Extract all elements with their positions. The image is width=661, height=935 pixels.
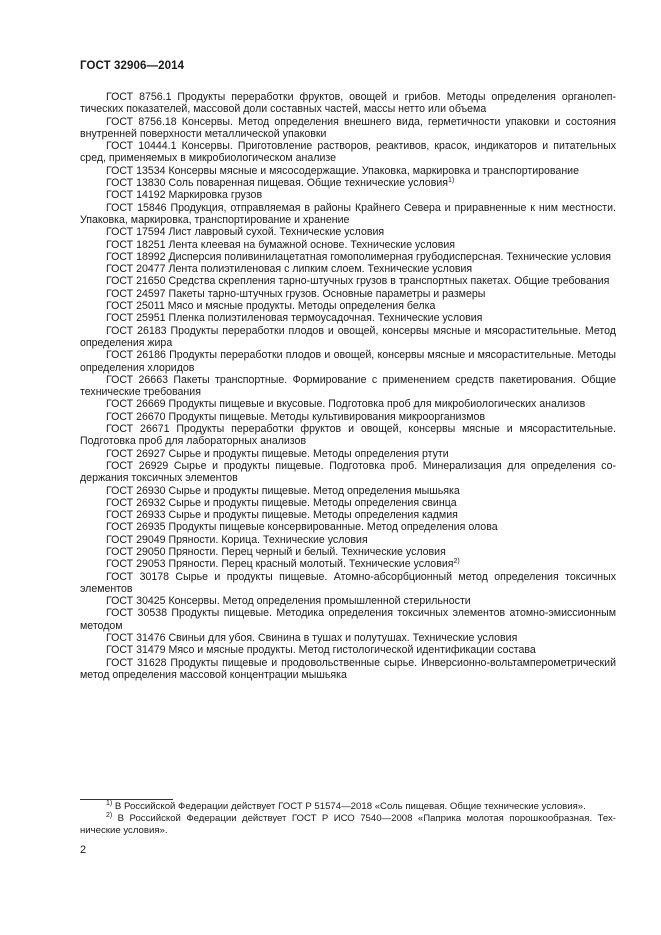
footnote-separator <box>80 799 173 800</box>
footnote-mark: 2) <box>453 558 460 566</box>
page-header: ГОСТ 32906—2014 <box>80 60 185 72</box>
reference-item: ГОСТ 13830 Соль поваренная пищевая. Общие технические условия$^{1)}$ <box>106 177 455 190</box>
reference-item: ГОСТ 30425 Консервы. Метод определения промышленной стерильности <box>106 595 471 608</box>
reference-item: ГОСТ 15846 Продукция, отправляемая в районы Крайнего Севера и приравненные к ним местности. Упаковка, маркировка, транспортирование и хранение <box>80 201 616 226</box>
reference-item: ГОСТ 26935 Продукты пищевые консервированные. Метод определения олова <box>106 521 498 534</box>
reference-item: ГОСТ 25951 Пленка полиэтиленовая термоусадочная. Технические условия <box>106 312 483 325</box>
footnote-mark: 1) <box>447 177 455 185</box>
reference-item: ГОСТ 29053 Пряности. Перец красный молотый. Технические условия$^{2)}$ <box>106 558 460 571</box>
reference-item: ГОСТ 26183 Продукты переработки плодов и овощей, консервы мясные и мясорастительные. Метод определения жира <box>80 324 616 349</box>
reference-item: ГОСТ 26663 Пакеты транспортные. Формирование с применением средств пакетирования. Общие технические требования <box>80 373 616 399</box>
reference-item: ГОСТ 26670 Продукты пищевые. Методы культивирования микроорганизмов <box>106 410 486 423</box>
reference-item: ГОСТ 26669 Продукты пищевые и вкусовые. Подготовка проб для микробиологических анализов <box>106 398 586 411</box>
reference-item: ГОСТ 13534 Консервы мясные и мясосодержащие. Упаковка, маркировка и транспортирование <box>106 164 579 177</box>
reference-item: ГОСТ 29050 Пряности. Перец черный и белый. Технические условия <box>106 545 446 558</box>
footnote-item: $^{1)}$ В Российской Федерации действует ГОСТ Р 51574—2018 «Соль пищевая. Общие технические условия». <box>106 800 586 812</box>
reference-item: ГОСТ 31476 Свиньи для убоя. Свинина в тушах и полутушах. Технические условия <box>106 632 518 645</box>
reference-item: ГОСТ 14192 Маркировка грузов <box>106 189 263 202</box>
reference-item: ГОСТ 26933 Сырье и продукты пищевые. Методы определения кадмия <box>106 509 458 522</box>
reference-item: ГОСТ 30178 Сырье и продукты пищевые. Атомно-абсорбционный метод определения токсичных элементов <box>80 570 616 595</box>
reference-item: ГОСТ 26671 Продукты переработки фруктов и овощей, консервы мясные и мясорастительные. Подготовка проб для лабораторных анализов <box>80 423 616 448</box>
reference-item: ГОСТ 25011 Мясо и мясные продукты. Методы определения белка <box>106 300 436 313</box>
reference-item: ГОСТ 26186 Продукты переработки плодов и овощей, консервы мясные и мясорастительные. Методы определения хлоридов <box>80 349 616 374</box>
reference-item: ГОСТ 31628 Продукты пищевые и продовольственные сырье. Инверсионно-вольтамперометрический метод определения массовой концентрации мышьяка <box>80 656 616 681</box>
reference-item: ГОСТ 31479 Мясо и мясные продукты. Метод гистологической идентификации состава <box>106 644 536 657</box>
reference-item: ГОСТ 8756.18 Консервы. Метод определения внешнего вида, герметичности упаковки и состояния внутренней поверхности металлической упаковки <box>80 115 616 140</box>
footnote-item: $^{2)}$ В Российской Федерации действует ГОСТ Р ИСО 7540—2008 «Паприка молотая порошкообразная. Технические условия». <box>80 812 616 836</box>
reference-item: ГОСТ 17594 Лист лавровый сухой. Технические условия <box>106 226 385 239</box>
reference-item: ГОСТ 26927 Сырье и продукты пищевые. Методы определения ртути <box>106 447 449 460</box>
footnote-mark: 1) <box>106 800 113 807</box>
footnote-mark: 2) <box>106 812 113 819</box>
reference-item: ГОСТ 26930 Сырье и продукты пищевые. Метод определения мышьяка <box>106 484 460 497</box>
reference-item: ГОСТ 30538 Продукты пищевые. Методика определения токсичных элементов атомно-эмиссионным методом <box>80 607 616 632</box>
reference-item: ГОСТ 18251 Лента клеевая на бумажной основе. Технические условия <box>106 238 455 251</box>
reference-item: ГОСТ 29049 Пряности. Корица. Технические условия <box>106 533 368 546</box>
reference-item: ГОСТ 18992 Дисперсия поливинилацетатная гомополимерная грубодисперсная. Технические условия <box>106 250 612 263</box>
reference-item: ГОСТ 20477 Лента полиэтиленовая с липким слоем. Технические условия <box>106 263 473 276</box>
reference-item: ГОСТ 10444.1 Консервы. Приготовление растворов, реактивов, красок, индикаторов и питательных сред, применяемых в микробиологическом анализе <box>80 140 616 165</box>
reference-item: ГОСТ 8756.1 Продукты переработки фруктов, овощей и грибов. Методы определения органолептических показателей, массовой доли составных частей, массы нетто или объема <box>80 91 616 116</box>
footnotes <box>80 801 616 837</box>
reference-item: ГОСТ 21650 Средства скрепления тарно-штучных грузов в транспортных пакетах. Общие требования <box>106 275 610 288</box>
normative-references-list <box>80 91 616 681</box>
reference-item: ГОСТ 26929 Сырье и продукты пищевые. Подготовка проб. Минерализация для определения содержания токсичных элементов <box>80 459 616 485</box>
reference-item: ГОСТ 24597 Пакеты тарно-штучных грузов. Основные параметры и размеры <box>106 287 486 300</box>
page-number: 2 <box>80 844 87 856</box>
reference-item: ГОСТ 26932 Сырье и продукты пищевые. Методы определения свинца <box>106 496 457 509</box>
